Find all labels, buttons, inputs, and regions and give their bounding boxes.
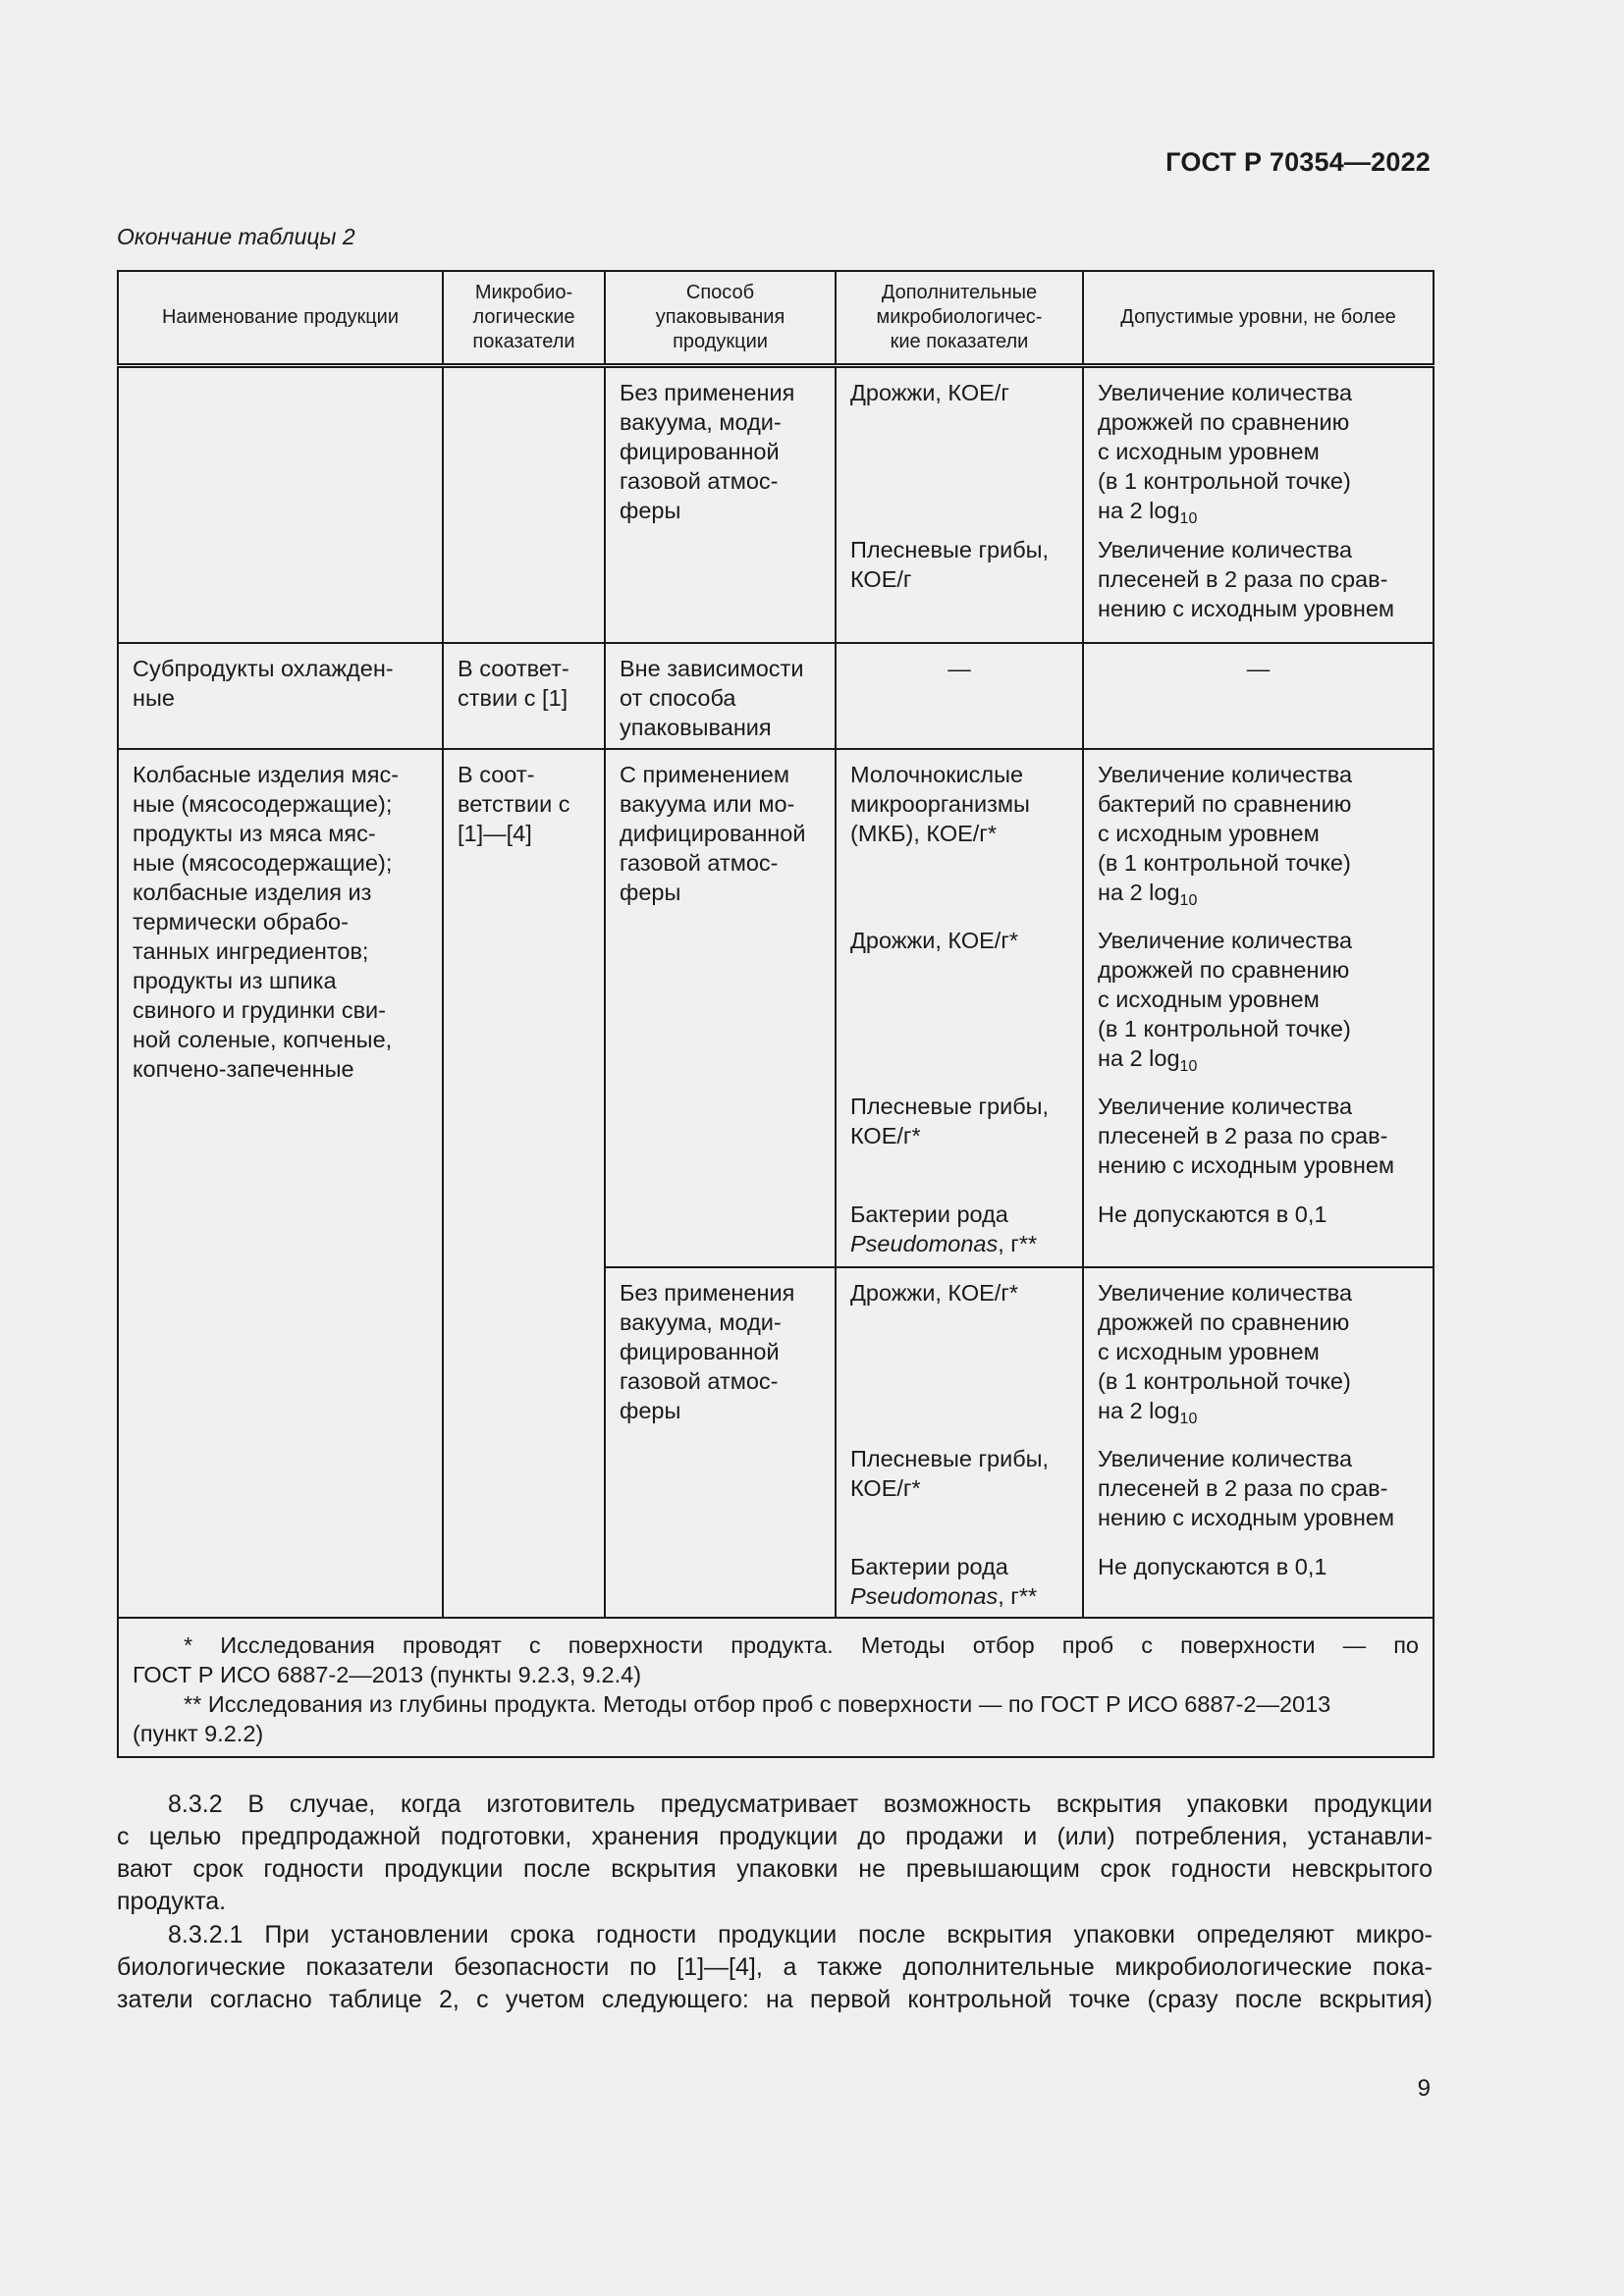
- table-row: [118, 366, 1434, 643]
- cell-levels: Увеличение количества дрожжей по сравнению с исходным уровнем (в 1 контрольной точке) на 2 $\log_{10}$ Увеличение количества плесеней в 2 раза по срав- нению с исходным уровнем: [1083, 366, 1434, 643]
- cell-micro: В соответ- ствии с [1]: [443, 643, 605, 749]
- footnote-2-cont: (пункт 9.2.2): [133, 1720, 264, 1746]
- footnotes: [118, 1618, 1434, 1757]
- page-number: 9: [1417, 2075, 1431, 2102]
- cell-levels: Увеличение количества бактерий по сравнению с исходным уровнем (в 1 контрольной точке) на 2 $\log_{10}$ Увеличение количества дрожжей по сравнению с исходным уровнем (в 1 контрольной точке) на 2 $\log_{10}$ Увеличение количества плесеней в 2 раза по срав- нению с исходным уровнем Не допускаются в 0,1: [1083, 749, 1434, 1267]
- col-header-product: Наименование продукции: [118, 271, 443, 366]
- col-header-method: Способ упаковывания продукции: [605, 271, 836, 366]
- table-2: [117, 270, 1435, 1758]
- cell-product-empty: [118, 366, 443, 643]
- cell-method: Без применения вакуума, моди- фицированной газовой атмос- феры: [605, 366, 836, 643]
- cell-method: С применением вакуума или мо- дифицированной газовой атмос- феры: [605, 749, 836, 1267]
- cell-indicators: Дрожжи, КОЕ/г Плесневые грибы, КОЕ/г: [836, 366, 1083, 643]
- table-header-row: [118, 271, 1434, 366]
- table-caption: Окончание таблицы 2: [117, 224, 355, 249]
- col-header-extra-indicators: Дополнительные микробиологичес- кие показатели: [836, 271, 1083, 366]
- table-row: [118, 749, 1434, 1267]
- cell-product: Субпродукты охлажден- ные: [118, 643, 443, 749]
- cell-method: Без применения вакуума, моди- фицированной газовой атмос- феры: [605, 1267, 836, 1618]
- cell-indicator-dash: —: [836, 643, 1083, 749]
- table-footnotes-row: [118, 1618, 1434, 1757]
- cell-indicators: Дрожжи, КОЕ/г* Плесневые грибы, КОЕ/г* Бактерии рода Pseudomonas, г**: [836, 1267, 1083, 1618]
- table-row: [118, 643, 1434, 749]
- col-header-levels: Допустимые уровни, не более: [1083, 271, 1434, 366]
- cell-method: Вне зависимости от способа упаковывания: [605, 643, 836, 749]
- col-header-micro: Микробио- логические показатели: [443, 271, 605, 366]
- paragraph-8-3-2: 8.3.2 В случае, когда изготовитель предусматривает возможность вскрытия упаковки продукции с целью предпродажной подготовки, хранения продукции до продажи и (или) потребления, устанавли- вают срок годности продукции после вскрытия упаковки не превышающим срок годности невскрытого продукта.: [117, 1790, 1433, 1915]
- cell-levels: Увеличение количества дрожжей по сравнению с исходным уровнем (в 1 контрольной точке) на 2 $\log_{10}$ Увеличение количества плесеней в 2 раза по срав- нению с исходным уровнем Не допускаются в 0,1: [1083, 1267, 1434, 1618]
- footnote-1-cont: ГОСТ Р ИСО 6887-2—2013 (пункты 9.2.3, 9.2.4): [133, 1661, 642, 1687]
- cell-product: Колбасные изделия мяс- ные (мясосодержащие); продукты из мяса мяс- ные (мясосодержащие); колбасные изделия из термически обрабо- танных ингредиентов; продукты из шпика свиного и грудинки сви- ной соленые, копченые, копчено-запеченные: [118, 749, 443, 1618]
- footnote-1: * Исследования проводят с поверхности продукта. Методы отбор проб с поверхности — по: [184, 1631, 1419, 1658]
- paragraph-8-3-2-1: 8.3.2.1 При установлении срока годности продукции после вскрытия упаковки определяют микро- биологические показатели безопасности по [1]—[4], а также дополнительные микробиологические пока- затели согласно таблице 2, с учетом следующего: на первой контрольной точке (сразу после вскрытия): [117, 1921, 1433, 2013]
- cell-micro-empty: [443, 366, 605, 643]
- cell-indicators: Молочнокислые микроорганизмы (МКБ), КОЕ/г* Дрожжи, КОЕ/г* Плесневые грибы, КОЕ/г* Бактерии рода Pseudomonas, г**: [836, 749, 1083, 1267]
- cell-micro: В соот- ветствии с [1]—[4]: [443, 749, 605, 1618]
- footnote-2: ** Исследования из глубины продукта. Методы отбор проб с поверхности — по ГОСТ Р ИСО 6887-2—2013: [184, 1690, 1331, 1717]
- cell-level-dash: —: [1083, 643, 1434, 749]
- document-code: ГОСТ Р 70354—2022: [1165, 147, 1431, 177]
